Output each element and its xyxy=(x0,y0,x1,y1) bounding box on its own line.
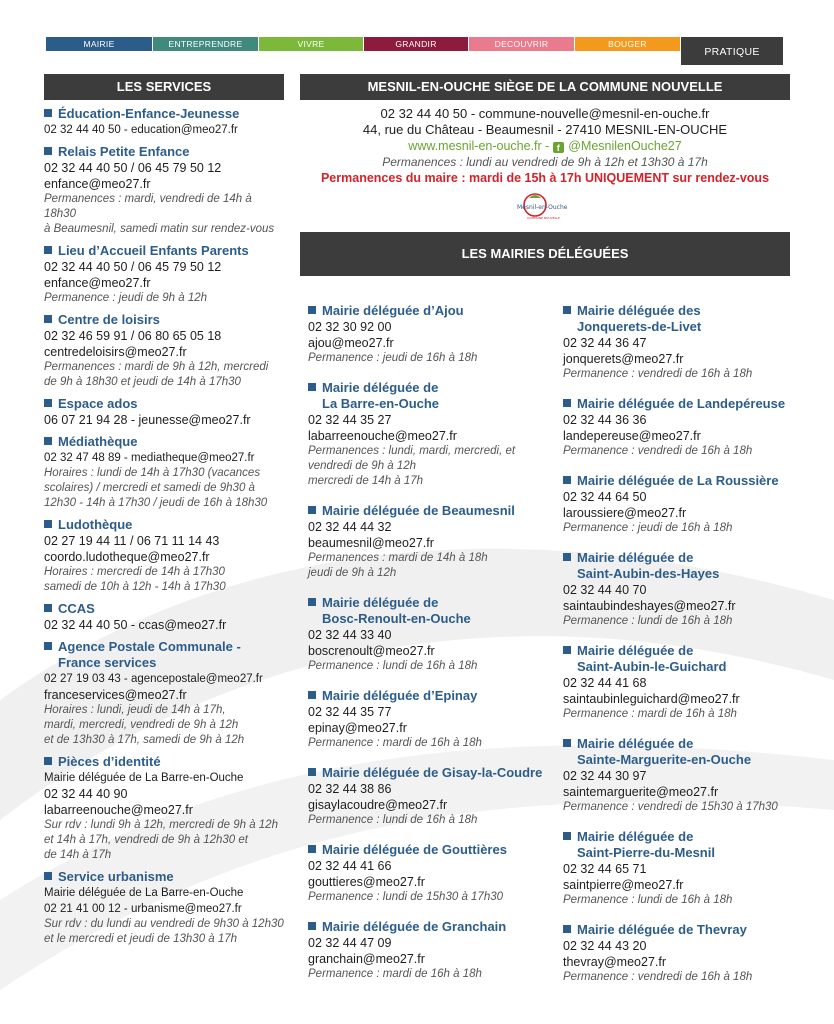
service-note: Permanence : jeudi de 9h à 12h xyxy=(44,292,208,304)
service-note: à Beaumesnil, samedi matin sur rendez-vous xyxy=(44,223,275,235)
service-contact: 02 27 19 03 43 - agencepostale@meo27.fr xyxy=(44,673,263,685)
mairie-email[interactable]: saintemarguerite@meo27.fr xyxy=(563,785,719,799)
mairie-phone: 02 32 44 35 77 xyxy=(308,705,392,719)
square-bullet-icon xyxy=(308,306,316,314)
service-note: Sur rdv : lundi 9h à 12h, mercredi de 9h à 12h xyxy=(44,819,278,831)
maire-hours: Permanences du maire : mardi de 15h à 17h UNIQUEMENT sur rendez-vous xyxy=(320,171,770,185)
service-block xyxy=(44,396,284,428)
square-bullet-icon xyxy=(308,768,316,776)
section-title-text: Service urbanisme xyxy=(58,869,174,884)
siege-header: MESNIL-EN-OUCHE SIÈGE DE LA COMMUNE NOUVELLE xyxy=(300,74,790,100)
mairie-block xyxy=(308,688,558,751)
facebook-link[interactable]: @MesnilenOuche27 xyxy=(568,139,682,153)
section-title-text: Mairie déléguée de Granchain xyxy=(322,919,507,934)
mairie-email[interactable]: gouttieres@meo27.fr xyxy=(308,875,425,889)
mairie-phone: 02 32 44 47 09 xyxy=(308,936,392,950)
logo-subtext: COMMUNE NOUVELLE xyxy=(527,216,560,220)
square-bullet-icon xyxy=(44,757,52,765)
section-title xyxy=(44,639,284,671)
service-block xyxy=(44,434,284,511)
service-email[interactable]: enfance@meo27.fr xyxy=(44,177,151,191)
section-title-text-2: La Barre-en-Ouche xyxy=(322,396,440,411)
service-note: Permanences : mardi de 9h à 12h, mercredi xyxy=(44,361,269,373)
section-title-text-2: Saint-Aubin-des-Hayes xyxy=(577,566,720,581)
service-block xyxy=(44,312,284,390)
section-title xyxy=(44,869,284,885)
mairie-phone: 02 32 44 33 40 xyxy=(308,628,392,642)
square-bullet-icon xyxy=(44,604,52,612)
section-title-text: Mairie déléguée de xyxy=(322,380,439,395)
section-title xyxy=(44,243,284,259)
commune-logo xyxy=(300,190,790,224)
square-bullet-icon xyxy=(563,476,571,484)
mairie-note: Permanence : jeudi de 16h à 18h xyxy=(563,522,733,534)
service-block xyxy=(44,869,284,947)
service-note: de 14h à 17h xyxy=(44,849,112,861)
logo-text: Mesnil-en-Ouche xyxy=(517,204,568,211)
square-bullet-icon xyxy=(563,646,571,654)
mairie-phone: 02 32 44 30 97 xyxy=(563,769,647,783)
mairie-block xyxy=(308,919,558,982)
service-email[interactable]: labarreenouche@meo27.fr xyxy=(44,803,193,817)
section-title-text: Mairie déléguée de xyxy=(322,595,439,610)
section-title-text: Mairie déléguée d’Ajou xyxy=(322,303,464,318)
nav-tab-mairie[interactable]: MAIRIE xyxy=(46,37,152,51)
service-note: samedi de 10h à 12h - 14h à 17h30 xyxy=(44,581,226,593)
services-list xyxy=(44,106,284,947)
section-title-text-2: Bosc-Renoult-en-Ouche xyxy=(322,611,471,626)
mairie-email[interactable]: thevray@meo27.fr xyxy=(563,955,667,969)
mairie-block xyxy=(563,922,813,985)
section-title-text: Ludothèque xyxy=(58,517,133,532)
square-bullet-icon xyxy=(563,925,571,933)
service-note: Sur rdv : du lundi au vendredi de 9h30 à 12h30 xyxy=(44,918,284,930)
mairie-block xyxy=(308,303,558,366)
square-bullet-icon xyxy=(308,845,316,853)
section-title xyxy=(563,736,813,768)
service-block xyxy=(44,639,284,748)
section-title xyxy=(44,754,284,770)
mairie-email[interactable]: ajou@meo27.fr xyxy=(308,336,394,350)
mairie-block xyxy=(308,380,558,489)
service-email[interactable]: franceservices@meo27.fr xyxy=(44,688,187,702)
service-contact: 02 27 19 44 11 / 06 71 11 14 43 xyxy=(44,534,220,548)
mairie-note: Permanence : lundi de 16h à 18h xyxy=(308,814,478,826)
section-title-text: Mairie déléguée de Beaumesnil xyxy=(322,503,515,518)
siege-section xyxy=(300,74,790,276)
square-bullet-icon xyxy=(44,437,52,445)
service-contact: 02 32 44 40 50 / 06 45 79 50 12 xyxy=(44,260,222,274)
mairie-email[interactable]: landepereuse@meo27.fr xyxy=(563,429,701,443)
section-title xyxy=(308,380,558,412)
square-bullet-icon xyxy=(308,922,316,930)
service-note: de 9h à 18h30 et jeudi de 14h à 17h30 xyxy=(44,376,241,388)
section-title xyxy=(44,144,284,160)
section-title-text: Espace ados xyxy=(58,396,138,411)
mairie-note: Permanence : mardi de 16h à 18h xyxy=(308,737,482,749)
mairie-block xyxy=(308,595,558,674)
service-contact: 02 32 46 59 91 / 06 80 65 05 18 xyxy=(44,329,222,343)
section-title-text: Mairie déléguée des xyxy=(577,303,701,318)
mairie-note: Permanence : vendredi de 16h à 18h xyxy=(563,971,753,983)
service-block xyxy=(44,106,284,138)
square-bullet-icon xyxy=(44,147,52,155)
section-title xyxy=(308,688,558,704)
section-title xyxy=(308,765,558,781)
service-note: 12h30 - 14h à 17h30 / jeudi de 16h à 18h30 xyxy=(44,497,268,509)
mairie-note: Permanence : lundi de 15h30 à 17h30 xyxy=(308,891,504,903)
service-block xyxy=(44,144,284,237)
mairie-block xyxy=(563,550,813,629)
service-contact: 06 07 21 94 28 - jeunesse@meo27.fr xyxy=(44,413,251,427)
section-title-text: Mairie déléguée de Thevray xyxy=(577,922,747,937)
mairie-email[interactable]: jonquerets@meo27.fr xyxy=(563,352,684,366)
mairie-block xyxy=(563,829,813,908)
section-title-text: Mairie déléguée de Gouttières xyxy=(322,842,507,857)
mairie-block xyxy=(308,842,558,905)
service-block xyxy=(44,754,284,863)
section-title xyxy=(308,503,558,519)
mairie-email[interactable]: granchain@meo27.fr xyxy=(308,952,425,966)
section-title-text-2: Sainte-Marguerite-en-Ouche xyxy=(577,752,752,767)
service-block xyxy=(44,517,284,595)
service-note: scolaires) / mercredi et samedi de 9h30 à xyxy=(44,482,255,494)
mairie-note: Permanence : lundi de 16h à 18h xyxy=(563,894,733,906)
section-title-text: Mairie déléguée de xyxy=(577,550,694,565)
service-note: Horaires : lundi de 14h à 17h30 (vacances xyxy=(44,467,261,479)
mairie-note: Permanence : lundi de 16h à 18h xyxy=(563,615,733,627)
section-title xyxy=(563,922,813,938)
mairie-note: Permanence : lundi de 16h à 18h xyxy=(308,660,478,672)
section-title-text: Médiathèque xyxy=(58,434,138,449)
section-title-text: Mairie déléguée de xyxy=(577,736,694,751)
section-title-text: Mairie déléguée de Gisay-la-Coudre xyxy=(322,765,543,780)
service-contact: Mairie déléguée de La Barre-en-Ouche xyxy=(44,887,244,899)
section-title-text: Mairie déléguée de xyxy=(577,829,694,844)
facebook-icon[interactable]: f xyxy=(553,142,564,153)
service-email[interactable]: enfance@meo27.fr xyxy=(44,276,151,290)
mairie-note: vendredi de 9h à 12h xyxy=(308,460,417,472)
mairie-email[interactable]: gisaylacoudre@meo27.fr xyxy=(308,798,448,812)
service-contact: 02 32 44 40 50 - education@meo27.fr xyxy=(44,124,238,136)
top-navigation xyxy=(46,37,784,65)
square-bullet-icon xyxy=(44,315,52,323)
section-title xyxy=(308,842,558,858)
service-note: et 14h à 17h, vendredi de 9h à 12h30 et xyxy=(44,834,248,846)
section-title-text: Relais Petite Enfance xyxy=(58,144,190,159)
section-title-text: Mairie déléguée de La Roussière xyxy=(577,473,779,488)
square-bullet-icon xyxy=(308,506,316,514)
mairie-block xyxy=(563,643,813,722)
mairie-note: Permanences : mardi de 14h à 18h xyxy=(308,552,488,564)
siege-web-line xyxy=(300,138,790,154)
section-title-text: Mairie déléguée de xyxy=(577,643,694,658)
square-bullet-icon xyxy=(563,553,571,561)
service-note: Horaires : lundi, jeudi de 14h à 17h, xyxy=(44,704,226,716)
service-note: et de 13h30 à 17h, samedi de 9h à 12h xyxy=(44,734,245,746)
mairies-header: LES MAIRIES DÉLÉGUÉES xyxy=(300,232,790,276)
square-bullet-icon xyxy=(308,383,316,391)
nav-tab-entreprendre[interactable]: ENTREPRENDRE xyxy=(153,37,258,51)
mairie-block xyxy=(563,396,813,459)
mairie-phone: 02 32 44 40 70 xyxy=(563,583,647,597)
mairie-email[interactable]: beaumesnil@meo27.fr xyxy=(308,536,434,550)
square-bullet-icon xyxy=(563,399,571,407)
section-title-text-2: Saint-Aubin-le-Guichard xyxy=(577,659,727,674)
square-bullet-icon xyxy=(563,832,571,840)
section-title-text: Agence Postale Communale - xyxy=(58,639,241,654)
section-title xyxy=(563,473,813,489)
section-title xyxy=(563,303,813,335)
square-bullet-icon xyxy=(44,642,52,650)
mairie-email[interactable]: saintaubinleguichard@meo27.fr xyxy=(563,692,740,706)
nav-tab-decouvrir[interactable]: DECOUVRIR xyxy=(469,37,574,51)
section-title-text-2: Saint-Pierre-du-Mesnil xyxy=(577,845,715,860)
mairie-phone: 02 32 44 41 66 xyxy=(308,859,392,873)
mairies-left-column xyxy=(308,303,558,982)
section-title xyxy=(308,919,558,935)
mairie-note: Permanence : mardi de 16h à 18h xyxy=(563,708,737,720)
service-block xyxy=(44,243,284,306)
service-note: Horaires : mercredi de 14h à 17h30 xyxy=(44,566,225,578)
mairie-email[interactable]: boscrenoult@meo27.fr xyxy=(308,644,435,658)
mairie-note: Permanence : jeudi de 16h à 18h xyxy=(308,352,478,364)
mairie-email[interactable]: epinay@meo27.fr xyxy=(308,721,407,735)
nav-tab-bouger[interactable]: BOUGER xyxy=(575,37,680,51)
mairie-note: Permanence : vendredi de 15h30 à 17h30 xyxy=(563,801,778,813)
siege-address: 44, rue du Château - Beaumesnil - 27410 MESNIL-EN-OUCHE xyxy=(362,122,728,137)
section-title xyxy=(308,303,558,319)
square-bullet-icon xyxy=(44,520,52,528)
service-block xyxy=(44,601,284,633)
mairie-email[interactable]: saintpierre@meo27.fr xyxy=(563,878,684,892)
siege-hours: Permanences : lundi au vendredi de 9h à 12h et 13h30 à 17h xyxy=(382,155,708,169)
section-title-text: Pièces d’identité xyxy=(58,754,161,769)
services-header: LES SERVICES xyxy=(44,74,284,100)
mairie-phone: 02 32 44 43 20 xyxy=(563,939,647,953)
mairie-note: mercredi de 14h à 17h xyxy=(308,475,424,487)
section-title xyxy=(563,829,813,861)
section-title xyxy=(563,643,813,675)
nav-tab-pratique[interactable]: PRATIQUE xyxy=(681,37,783,65)
mairie-block xyxy=(563,736,813,815)
service-contact: 02 32 44 40 50 / 06 45 79 50 12 xyxy=(44,161,222,175)
square-bullet-icon xyxy=(44,109,52,117)
mairie-email[interactable]: saintaubindeshayes@meo27.fr xyxy=(563,599,736,613)
nav-tab-grandir[interactable]: GRANDIR xyxy=(364,37,468,51)
website-link[interactable]: www.mesnil-en-ouche.fr - xyxy=(408,139,553,153)
square-bullet-icon xyxy=(563,306,571,314)
mairie-block xyxy=(308,765,558,828)
service-email[interactable]: centredeloisirs@meo27.fr xyxy=(44,345,187,359)
mairie-email[interactable]: labarreenouche@meo27.fr xyxy=(308,429,457,443)
mairie-block xyxy=(563,303,813,382)
mairie-block xyxy=(308,503,558,581)
service-contact: 02 32 47 48 89 - mediatheque@meo27.fr xyxy=(44,452,255,464)
section-title xyxy=(44,601,284,617)
mairie-phone: 02 32 44 65 71 xyxy=(563,862,647,876)
services-column xyxy=(44,74,284,947)
section-title-text: Mairie déléguée d’Epinay xyxy=(322,688,478,703)
mairie-phone: 02 32 44 36 36 xyxy=(563,413,647,427)
section-title xyxy=(44,106,284,122)
mairie-phone: 02 32 44 64 50 xyxy=(563,490,647,504)
section-title-text: Éducation-Enfance-Jeunesse xyxy=(58,106,240,121)
service-note: Permanences : mardi, vendredi de 14h à 18h30 xyxy=(44,193,252,220)
section-title-text: Lieu d’Accueil Enfants Parents xyxy=(58,243,249,258)
service-contact: 02 32 44 40 50 - ccas@meo27.fr xyxy=(44,618,227,632)
mairie-note: Permanence : mardi de 16h à 18h xyxy=(308,968,482,980)
mairie-phone: 02 32 30 92 00 xyxy=(308,320,392,334)
service-note: et le mercredi et jeudi de 13h30 à 17h xyxy=(44,933,238,945)
square-bullet-icon xyxy=(44,872,52,880)
section-title xyxy=(44,396,284,412)
service-contact: Mairie déléguée de La Barre-en-Ouche xyxy=(44,772,244,784)
mairie-phone: 02 32 44 36 47 xyxy=(563,336,647,350)
mairie-phone: 02 32 44 41 68 xyxy=(563,676,647,690)
mairie-phone: 02 32 44 38 86 xyxy=(308,782,392,796)
service-email[interactable]: coordo.ludotheque@meo27.fr xyxy=(44,550,210,564)
service-contact: 02 32 44 40 90 xyxy=(44,787,128,801)
section-title-text: Centre de loisirs xyxy=(58,312,160,327)
square-bullet-icon xyxy=(563,739,571,747)
square-bullet-icon xyxy=(308,598,316,606)
mairie-note: Permanence : vendredi de 16h à 18h xyxy=(563,445,753,457)
mairies-right-column xyxy=(563,303,813,985)
service-note: mardi, mercredi, vendredi de 9h à 12h xyxy=(44,719,239,731)
section-title xyxy=(563,396,813,412)
section-title-text-2: France services xyxy=(58,655,157,670)
square-bullet-icon xyxy=(44,246,52,254)
mairie-block xyxy=(563,473,813,536)
section-title xyxy=(44,517,284,533)
service-contact: 02 21 41 00 12 - urbanisme@meo27.fr xyxy=(44,903,242,915)
mairie-note: jeudi de 9h à 12h xyxy=(308,567,397,579)
section-title-text: Mairie déléguée de Landepéreuse xyxy=(577,396,786,411)
mairie-note: Permanences : lundi, mardi, mercredi, et xyxy=(308,445,516,457)
nav-tab-vivre[interactable]: VIVRE xyxy=(259,37,363,51)
mairie-phone: 02 32 44 44 32 xyxy=(308,520,392,534)
section-title xyxy=(563,550,813,582)
square-bullet-icon xyxy=(44,399,52,407)
section-title-text: CCAS xyxy=(58,601,95,616)
mairie-phone: 02 32 44 35 27 xyxy=(308,413,392,427)
section-title xyxy=(44,434,284,450)
section-title xyxy=(308,595,558,627)
siege-contact: 02 32 44 40 50 - commune-nouvelle@mesnil-en-ouche.fr xyxy=(380,106,710,121)
mairie-note: Permanence : vendredi de 16h à 18h xyxy=(563,368,753,380)
section-title-text-2: Jonquerets-de-Livet xyxy=(577,319,702,334)
mairie-email[interactable]: laroussiere@meo27.fr xyxy=(563,506,687,520)
section-title xyxy=(44,312,284,328)
square-bullet-icon xyxy=(308,691,316,699)
